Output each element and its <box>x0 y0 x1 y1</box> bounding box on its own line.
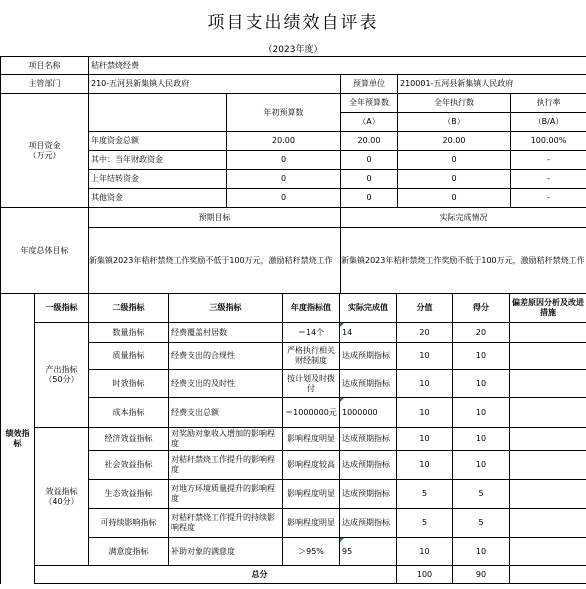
expected-goal-header: 预期目标 <box>89 208 341 228</box>
indicator-level3: 经费支出的合规性 <box>169 343 283 370</box>
header-level2: 二级指标 <box>89 294 169 323</box>
indicator-actual: 达成预期指标 <box>340 509 397 538</box>
funds-row-rate: - <box>511 151 586 170</box>
header-annual-budget: 全年预算数 <box>341 94 398 113</box>
expected-goal-text: 新集镇2023年秸秆禁烧工作奖励不低于100万元，激励秸秆禁烧工作 <box>89 228 341 294</box>
indicator-note <box>510 451 586 480</box>
indicator-actual: 达成预期指标 <box>340 451 397 480</box>
funds-row-initial: 20.00 <box>227 132 341 151</box>
total-score: 90 <box>453 566 510 584</box>
indicator-score: 10 <box>453 428 510 451</box>
subheader-ba: （B/A） <box>511 113 586 132</box>
funds-row-executed: 0 <box>398 189 511 208</box>
indicator-actual: 达成预期指标 <box>340 370 397 398</box>
subheader-b: （B） <box>398 113 511 132</box>
unit-value: 210001-五河县新集镇人民政府 <box>398 75 586 94</box>
indicator-score-max: 5 <box>397 509 453 538</box>
output-indicator-label: 产出指标（50分） <box>35 323 89 428</box>
goals-table <box>0 207 586 294</box>
indicator-level2: 满意度指标 <box>89 538 169 566</box>
funds-row-annual: 20.00 <box>341 132 398 151</box>
indicator-actual: 95 <box>340 538 397 566</box>
indicator-level2: 生态效益指标 <box>89 480 169 509</box>
indicator-score-max: 10 <box>397 370 453 398</box>
funds-row-rate: 100.00% <box>511 132 586 151</box>
indicator-score: 5 <box>453 509 510 538</box>
funds-table <box>0 56 586 208</box>
indicator-score-max: 10 <box>397 343 453 370</box>
indicator-level3: 经费支出的及时性 <box>169 370 283 398</box>
indicator-target: 影响程度较高 <box>283 451 340 480</box>
funds-row-rate: - <box>511 170 586 189</box>
indicator-score: 20 <box>453 323 510 343</box>
indicator-level2: 可持续影响指标 <box>89 509 169 538</box>
performance-label: 绩效指标 <box>1 294 35 584</box>
header-score: 得分 <box>453 294 510 323</box>
indicator-level3: 经费覆盖村居数 <box>169 323 283 343</box>
indicator-note <box>510 428 586 451</box>
dept-label: 主管部门 <box>1 75 89 94</box>
indicator-actual: 达成预期指标 <box>340 343 397 370</box>
funds-row-initial: 0 <box>227 151 341 170</box>
funds-row-initial: 0 <box>227 170 341 189</box>
indicator-note <box>510 343 586 370</box>
indicator-target: 影响程度明显 <box>283 428 340 451</box>
project-name-label: 项目名称 <box>1 57 89 75</box>
funds-row-name: 其中：当年财政资金 <box>89 151 227 170</box>
actual-completion-text: 新集镇2023年秸秆禁烧工作奖励不低于100万元，激励秸秆禁烧工作 <box>341 228 586 294</box>
indicator-score-max: 10 <box>397 428 453 451</box>
indicator-score-max: 5 <box>397 480 453 509</box>
indicator-actual: 达成预期指标 <box>340 428 397 451</box>
performance-table <box>0 293 586 584</box>
indicator-note <box>510 398 586 428</box>
indicator-score: 10 <box>453 398 510 428</box>
funds-row-executed: 0 <box>398 151 511 170</box>
indicator-score-max: 10 <box>397 398 453 428</box>
indicator-level3: 对秸秆禁烧工作提升的持续影响程度 <box>169 509 283 538</box>
indicator-score-max: 10 <box>397 451 453 480</box>
indicator-level3: 对地方环境质量提升的影响程度 <box>169 480 283 509</box>
indicator-target: ＞95% <box>283 538 340 566</box>
header-rate: 执行率 <box>511 94 586 113</box>
indicator-target: 按计划及时拨付 <box>283 370 340 398</box>
funds-row-name: 年度资金总额 <box>89 132 227 151</box>
total-label: 总分 <box>35 566 397 584</box>
header-score-max: 分值 <box>397 294 453 323</box>
indicator-note <box>510 509 586 538</box>
indicator-level2: 社会效益指标 <box>89 451 169 480</box>
funds-row-annual: 0 <box>341 189 398 208</box>
funds-label: 项目资金 （万元） <box>1 94 89 208</box>
indicator-target: 影响程度明显 <box>283 509 340 538</box>
indicator-level2: 时效指标 <box>89 370 169 398</box>
indicator-target: ＝1000000元 <box>283 398 340 428</box>
funds-row-name: 上年结转资金 <box>89 170 227 189</box>
funds-row-executed: 0 <box>398 170 511 189</box>
header-target: 年度指标值 <box>283 294 340 323</box>
indicator-level3: 经费支出总额 <box>169 398 283 428</box>
indicator-note <box>510 370 586 398</box>
indicator-score: 5 <box>453 480 510 509</box>
indicator-score-max: 20 <box>397 323 453 343</box>
indicator-score: 10 <box>453 370 510 398</box>
indicator-level3: 补助对象的满意度 <box>169 538 283 566</box>
total-max-score: 100 <box>397 566 453 584</box>
indicator-level2: 数量指标 <box>89 323 169 343</box>
indicator-target: 严格执行相关财经制度 <box>283 343 340 370</box>
funds-row-rate: - <box>511 189 586 208</box>
indicator-target: 影响程度明显 <box>283 480 340 509</box>
indicator-score: 10 <box>453 343 510 370</box>
benefit-indicator-label: 效益指标（40分） <box>35 428 89 566</box>
goals-label: 年度总体目标 <box>1 208 89 294</box>
project-name-value: 秸秆禁烧经费 <box>89 57 586 75</box>
header-executed: 全年执行数 <box>398 94 511 113</box>
indicator-level2: 成本指标 <box>89 398 169 428</box>
indicator-actual: 14 <box>340 323 397 343</box>
indicator-level2: 经济效益指标 <box>89 428 169 451</box>
indicator-actual: 1000000 <box>340 398 397 428</box>
header-deviation: 偏差原因分析及改进措施 <box>510 294 586 323</box>
indicator-actual: 达成预期指标 <box>340 480 397 509</box>
year-label: （2023年度） <box>263 45 323 55</box>
subheader-a: （A） <box>341 113 398 132</box>
funds-row-name: 其他资金 <box>89 189 227 208</box>
indicator-score-max: 10 <box>397 538 453 566</box>
header-actual: 实际完成值 <box>340 294 397 323</box>
funds-row-executed: 20.00 <box>398 132 511 151</box>
indicator-score: 10 <box>453 451 510 480</box>
indicator-level2: 质量指标 <box>89 343 169 370</box>
indicator-level3: 对秸秆禁烧工作提升的影响程度 <box>169 451 283 480</box>
funds-row-annual: 0 <box>341 151 398 170</box>
funds-row-initial: 0 <box>227 189 341 208</box>
actual-completion-header: 实际完成情况 <box>341 208 586 228</box>
header-level1: 一级指标 <box>35 294 89 323</box>
funds-row-annual: 0 <box>341 170 398 189</box>
header-level3: 三级指标 <box>169 294 283 323</box>
indicator-target: ＝14个 <box>283 323 340 343</box>
page-title: 项目支出绩效自评表 <box>207 13 379 33</box>
indicator-level3: 对奖励对象收入增加的影响程度 <box>169 428 283 451</box>
unit-label: 预算单位 <box>341 75 398 94</box>
indicator-note <box>510 538 586 566</box>
dept-value: 210-五河县新集镇人民政府 <box>89 75 341 94</box>
indicator-note <box>510 323 586 343</box>
header-initial-budget: 年初预算数 <box>227 94 341 132</box>
indicator-note <box>510 480 586 509</box>
indicator-score: 10 <box>453 538 510 566</box>
